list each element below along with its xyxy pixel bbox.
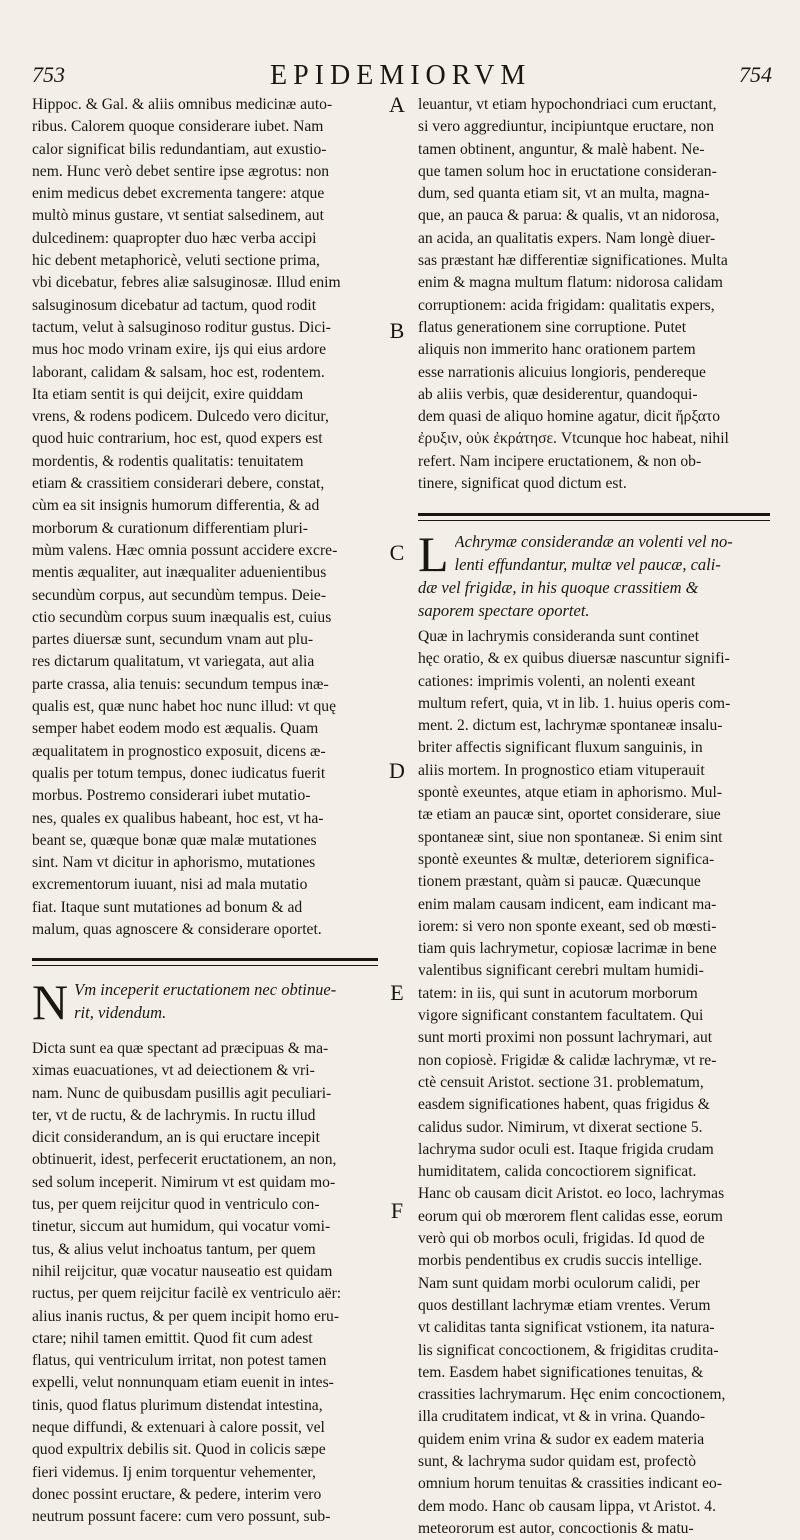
- right-text-line: illa cruditatem indicat, vt & in vrina. Quando-: [418, 1408, 706, 1426]
- right-heading-line: saporem spectare oportet.: [418, 601, 590, 620]
- right-text-line: lis significat concoctionem, & frigiditas crudita-: [418, 1341, 719, 1359]
- left-heading-line: rit, videndum.: [74, 1003, 167, 1022]
- right-text-line: tinere, significat quod dictum est.: [418, 475, 627, 493]
- left-text-line: hic debent metaphoricè, veluti sectione prima,: [32, 252, 320, 270]
- left-text-line: flatus, qui ventriculum irritat, non potest tamen: [32, 1352, 327, 1370]
- right-text-line: sunt, & lachryma sudor quidam est, profectò: [418, 1452, 697, 1470]
- left-column-lower: [32, 1038, 380, 1529]
- right-section-heading: [418, 526, 770, 622]
- right-text-line: dem quasi de aliquo homine agatur, dicit ἤρξατο: [418, 408, 721, 426]
- left-text-line: ter, vt de ructu, & de lachrymis. In ructu illud: [32, 1106, 316, 1124]
- running-header: [0, 62, 800, 96]
- right-text-line: valentibus significant cerebri multam humidi-: [418, 962, 704, 980]
- right-text-line: ἐρυξιν, οὐκ ἐκράτησε. Vtcunque hoc habeat, nihil: [418, 430, 729, 448]
- left-text-line: tinis, quod flatus plurimum distendat intestina,: [32, 1396, 323, 1414]
- margin-letter-b: B: [389, 318, 405, 343]
- left-text-line: morborum & curationum differentiam pluri-: [32, 519, 308, 537]
- left-text-line: multò minus gustare, vt sentiat salsedinem, aut: [32, 207, 324, 225]
- left-text-line: fieri videmus. Ij enim torquentur vehementer,: [32, 1463, 316, 1481]
- right-text-line: tionem præstant, quàm si paucæ. Quæcunque: [418, 873, 701, 891]
- right-text-line: si vero aggrediuntur, incipiuntque eructare, non: [418, 118, 714, 136]
- right-text-line: esse narrationis alicuius longioris, pendereque: [418, 363, 706, 381]
- left-text-line: qualis est, quæ nunc habet hoc nunc illud: vt quę: [32, 698, 337, 716]
- left-text-line: nam. Nunc de quibusdam pusillis agit peculiari-: [32, 1084, 332, 1102]
- left-text-line: qualis per totum tempus, donec iudicatus fuerit: [32, 764, 326, 782]
- left-text-line: Dicta sunt ea quæ spectant ad præcipuas & ma-: [32, 1040, 329, 1057]
- margin-letter-e: E: [390, 980, 404, 1005]
- right-text-line: dem modo. Hanc ob causam lippa, vt Aristot. 4.: [418, 1497, 716, 1515]
- right-text-line: hęc oratio, & ex quibus diuersæ nascuntur signifi-: [418, 650, 730, 668]
- left-section-heading: [32, 974, 380, 1030]
- right-text-line: tæ etiam an paucæ sint, oportet considerare, siue: [418, 806, 721, 824]
- left-heading-block: [32, 974, 380, 1030]
- right-text-line: omnium horum tenuitas & crassities indicant eo-: [418, 1475, 723, 1493]
- left-text-line: ribus. Calorem quoque considerare iubet. Nam: [32, 118, 324, 136]
- right-text-line: tamen obtinent, anguntur, & malè habent. Ne-: [418, 140, 705, 158]
- right-text-line: non copiosè. Frigidæ & calidæ lachrymæ, vt re-: [418, 1051, 717, 1069]
- left-text-line: tinetur, siccum aut humidum, qui vocatur vomi-: [32, 1218, 331, 1236]
- right-text-line: vt caliditas tanta significat vstionem, ita natura-: [418, 1319, 715, 1337]
- left-text-line: partes diuersæ sunt, secundum vnam aut plu-: [32, 631, 314, 649]
- left-text-line: salsuginosum dicebatur ad tactum, quod rodit: [32, 296, 317, 314]
- right-text-line: sunt morti proximi non possunt lachrymari, aut: [418, 1029, 713, 1047]
- left-text-line: calor significat bilis redundantiam, aut exustio-: [32, 140, 327, 158]
- right-text-line: eorum qui ob mœrorem flent calidas esse, eorum: [418, 1207, 723, 1225]
- right-text-line: leuantur, vt etiam hypochondriaci cum eructant,: [418, 96, 717, 113]
- right-text-line: aliis mortem. In prognostico etiam vituperauit: [418, 761, 705, 779]
- running-title: EPIDEMIORVM: [270, 60, 532, 91]
- right-text-line: tatem: in iis, qui sunt in acutorum morborum: [418, 984, 698, 1002]
- page-number-right: 754: [739, 62, 772, 87]
- left-text-line: ximas euacuationes, vt ad deiectionem & vri-: [32, 1062, 315, 1080]
- section-rule-left: [32, 958, 378, 966]
- left-text-line: neque diffundi, & extenuari à calore possit, vel: [32, 1419, 325, 1437]
- left-text-line: fiat. Itaque sunt mutationes ad bonum & ad: [32, 898, 303, 916]
- left-text-line: laborant, calidam & salsam, hoc est, rodentem.: [32, 363, 325, 381]
- left-text-line: æqualitatem in prognostico exposuit, dicens æ-: [32, 742, 326, 760]
- left-text-line: dulcedinem: quapropter duo hæc verba accipi: [32, 229, 317, 247]
- right-heading-block: [418, 526, 770, 622]
- left-text-line: Ita etiam sentit is qui deijcit, exire quiddam: [32, 385, 304, 403]
- left-text-line: neutrum possunt facere: cum vero possunt, sub-: [32, 1508, 331, 1526]
- page-number-left: 753: [32, 62, 65, 87]
- right-text-line: corruptionem: acida frigidam: qualitatis expers,: [418, 296, 715, 314]
- right-heading-line: Achrymæ considerandæ an volenti vel no-: [454, 532, 733, 551]
- right-text-line: Hanc ob causam dicit Aristot. eo loco, lachrymas: [418, 1185, 725, 1203]
- right-text-line: ab aliis verbis, quæ desiderentur, quandoqui-: [418, 385, 698, 403]
- right-text-line: refert. Nam incipere eructationem, & non ob-: [418, 452, 702, 470]
- right-heading-line: dæ vel frigidæ, in his quoque crassitiem &: [418, 578, 699, 597]
- right-text-line: multum refert, quia, vt in lib. 1. huius operis com-: [418, 694, 731, 712]
- right-text-line: dum, sed quanta etiam sit, vt an multa, magna-: [418, 185, 710, 203]
- left-text-line: mus hoc modo vrinam exire, ijs qui eius ardore: [32, 341, 327, 359]
- right-heading-lines: [418, 526, 770, 622]
- right-paragraph-2: [418, 626, 770, 1540]
- right-text-line: humiditatem, calida concoctiorem significat.: [418, 1163, 697, 1181]
- left-dropcap: N: [32, 974, 69, 1030]
- left-text-line: enim medicus debet excrementa tangere: atque: [32, 185, 325, 203]
- right-column: [418, 94, 770, 495]
- margin-letter-a: A: [389, 92, 405, 117]
- right-text-line: briter affectis significant fluxum sanguinis, in: [418, 739, 703, 757]
- right-text-line: cationes: imprimis volenti, an nolenti exeant: [418, 672, 696, 690]
- section-rule-right: [418, 513, 770, 521]
- left-text-line: Hippoc. & Gal. & aliis omnibus medicinæ auto-: [32, 96, 333, 113]
- right-text-line: spontè exeuntes, atque etiam in aphorismo. Mul-: [418, 784, 723, 802]
- right-text-line: enim malam causam indicent, eam indicant ma-: [418, 895, 717, 913]
- right-text-line: aliquis non immerito hanc orationem partem: [418, 341, 696, 359]
- left-text-line: sed solum inceperit. Nimirum vt est quidam mo-: [32, 1173, 336, 1191]
- left-text-line: mentis æqualiter, aut inæqualiter aduenientibus: [32, 564, 327, 582]
- right-text-line: morbis pendentibus ex crudis succis intellige.: [418, 1252, 703, 1270]
- left-text-line: obtinuerit, idest, perfecerit eructationem, an non,: [32, 1151, 337, 1169]
- left-text-line: tus, per quem reijcitur quod in ventriculo con-: [32, 1196, 320, 1214]
- right-text-line: enim & magna multum flatum: nidorosa calidam: [418, 274, 723, 292]
- left-text-line: nem. Hunc verò debet sentire ipse ægrotus: non: [32, 162, 330, 180]
- left-text-line: res dictarum qualitatum, vt variegata, aut alia: [32, 653, 315, 671]
- right-paragraph-1: [418, 94, 770, 495]
- right-text-line: calidus sudor. Nimirum, vt dixerat sectione 5.: [418, 1118, 703, 1136]
- right-text-line: iorem: si vero non sponte exeant, sed ob mœsti-: [418, 917, 717, 935]
- left-text-line: ructus, per quem reijcitur facilè ex ventriculo aër:: [32, 1285, 342, 1303]
- left-text-line: excrementorum iuuant, nisi ad mala mutatio: [32, 876, 308, 894]
- left-heading-line: Vm inceperit eructationem nec obtinue-: [74, 980, 337, 999]
- left-text-line: beant se, quæque bonæ quæ malæ mutationes: [32, 831, 317, 849]
- right-text-line: lachryma sudor oculi est. Itaque frigida crudam: [418, 1140, 714, 1158]
- right-text-line: quos destillant lachrymæ etiam vrentes. Verum: [418, 1296, 711, 1314]
- left-text-line: ctare; nihil tamen emittit. Quod fit cum adest: [32, 1329, 313, 1347]
- right-text-line: an acida, an qualitatis expers. Nam longè diuer-: [418, 229, 716, 247]
- right-text-line: Nam sunt quidam morbi oculorum calidi, per: [418, 1274, 700, 1292]
- left-text-line: vrens, & rodens podicem. Dulcedo vero dicitur,: [32, 408, 329, 426]
- left-text-line: secundùm corpus, aut secundùm tempus. Deie-: [32, 586, 327, 604]
- margin-letter-c: C: [389, 540, 405, 565]
- right-text-line: verò qui ob morbos oculi, frigidas. Id quod de: [418, 1230, 705, 1248]
- left-paragraph-1: [32, 94, 380, 941]
- left-text-line: mordentis, & rodentis qualitatis: tenuitatem: [32, 452, 304, 470]
- right-text-line: meteororum est autor, concoctionis & matu-: [418, 1519, 694, 1537]
- left-text-line: expelli, velut nonnunquam etiam euenit in intes-: [32, 1374, 334, 1392]
- left-text-line: dicit considerandum, an is qui eructare incepit: [32, 1129, 320, 1147]
- left-text-line: semper habet eodem modo est æqualis. Quam: [32, 720, 319, 738]
- right-text-line: que tamen solum hoc in eructatione consideran-: [418, 162, 717, 180]
- margin-letter-d: D: [389, 758, 405, 783]
- right-text-line: que, an pauca & parua: & qualis, vt an nidorosa,: [418, 207, 720, 225]
- left-paragraph-2: [32, 1038, 380, 1529]
- right-heading-line: lenti effundantur, multæ vel paucæ, cali-: [454, 555, 721, 574]
- left-heading-lines: [32, 974, 380, 1030]
- left-column: [32, 94, 380, 941]
- left-text-line: etiam & crassitiem considerari debere, constat,: [32, 475, 325, 493]
- right-text-line: easdem significationes habent, quas frigidus &: [418, 1096, 710, 1114]
- right-text-line: Quæ in lachrymis consideranda sunt continet: [418, 628, 700, 645]
- left-text-line: tus, & alius velut inchoatus tantum, per quem: [32, 1240, 316, 1258]
- left-text-line: donec possint eructare, & pedere, interim vero: [32, 1485, 322, 1503]
- left-text-line: alius inanis ructus, & per quem incipit homo eru-: [32, 1307, 340, 1325]
- right-text-line: ment. 2. dictum est, lachrymæ spontaneæ insalu-: [418, 717, 723, 735]
- right-text-line: spontè exeuntes & multæ, deteriorem significa-: [418, 850, 715, 868]
- right-text-line: tiam quis lachrymetur, copiosæ lacrimæ in bene: [418, 940, 717, 958]
- left-text-line: ctio secundùm corpus suum inæqualis est, cuius: [32, 608, 332, 626]
- left-text-line: sint. Nam vt dicitur in aphorismo, mutationes: [32, 854, 316, 872]
- left-text-line: mùm valens. Hæc omnia possunt accidere excre-: [32, 541, 338, 559]
- right-text-line: quidem enim vrina & sudor ex eadem materia: [418, 1430, 705, 1448]
- left-text-line: quod huic contrarium, hoc est, quod expers est: [32, 430, 323, 448]
- right-text-line: crassities lachrymarum. Hęc enim concoctionem,: [418, 1386, 726, 1404]
- right-text-line: sas præstant hæ differentiæ significationes. Multa: [418, 252, 728, 270]
- left-text-line: nihil reijcitur, quæ vocatur nauseatio est quidam: [32, 1262, 333, 1280]
- left-text-line: malum, quas agnoscere & considerare oportet.: [32, 920, 322, 938]
- left-text-line: parte crassa, alia tenuis: secundum tempus inæ-: [32, 675, 329, 693]
- right-dropcap: L: [418, 526, 449, 582]
- right-text-line: flatus generationem sine corruptione. Putet: [418, 318, 687, 336]
- left-text-line: nes, quales ex qualibus habeant, hoc est, vt ha-: [32, 809, 324, 827]
- left-text-line: quod expultrix debilis sit. Quod in colicis sæpe: [32, 1441, 326, 1459]
- right-text-line: ctè censuit Aristot. sectione 31. problematum,: [418, 1073, 704, 1091]
- right-column-lower: [418, 626, 770, 1540]
- margin-letter-f: F: [390, 1198, 404, 1223]
- left-text-line: vbi dicebatur, febres aliæ salsuginosæ. Illud enim: [32, 274, 341, 292]
- right-text-line: vigore significant constantem facultatem. Qui: [418, 1007, 704, 1025]
- left-text-line: tactum, velut à salsuginoso roditur gustus. Dici-: [32, 318, 331, 336]
- right-text-line: tem. Easdem habet significationes tenuitas, &: [418, 1363, 704, 1381]
- left-text-line: morbus. Postremo considerari iubet mutatio-: [32, 787, 311, 805]
- right-text-line: spontaneæ sint, siue non spontaneæ. Si enim sint: [418, 828, 723, 846]
- left-text-line: cùm ea sit insignis humorum differentia, & ad: [32, 497, 320, 515]
